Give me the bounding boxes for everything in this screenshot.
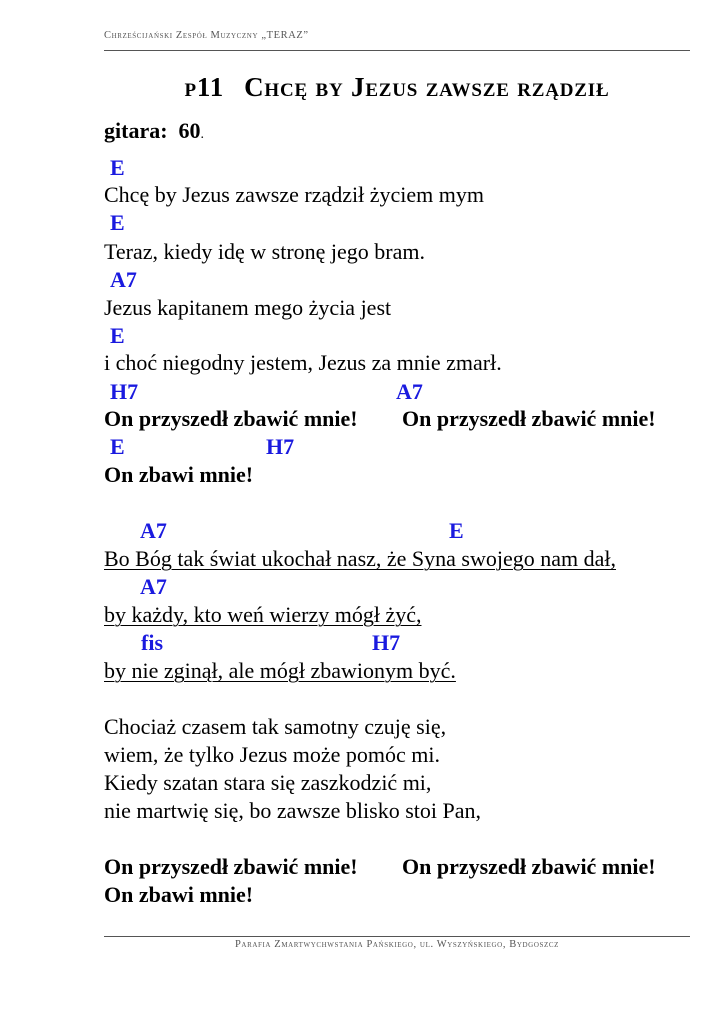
lyric-verse1-line1: Chcę by Jezus zawsze rządził życiem mym: [104, 182, 484, 207]
lyric-chorus2-line1: [104, 854, 656, 879]
lyric-chorus2-line2: On zbawi mnie!: [104, 882, 254, 907]
lyric-chorus2-line1a: On przyszedł zbawić mnie!: [104, 854, 358, 879]
lyric-verse1-line4: i choć niegodny jestem, Jezus za mnie zmarł.: [104, 350, 502, 375]
lyric-chorus1-line2: On zbawi mnie!: [104, 462, 254, 487]
lyric-chorus1-line1: [104, 406, 656, 431]
chord-verse1-line3: A7: [110, 267, 137, 292]
lyric-bridge-line1: Bo Bóg tak świat ukochał nasz, że Syna swojego nam dał,: [104, 546, 617, 571]
lyric-bridge-line3: by nie zginął, ale mógł zbawionym być.: [104, 658, 456, 683]
header-divider: [104, 50, 690, 51]
chord-chorus1-h7: H7: [110, 379, 139, 404]
guitar-tempo: [104, 118, 204, 144]
chord-chorus1-h7-2: H7: [266, 434, 295, 459]
chord-bridge-a7-2: A7: [140, 574, 167, 599]
lyric-verse2-line3: Kiedy szatan stara się zaszkodzić mi,: [104, 770, 432, 795]
footer-divider: [104, 936, 690, 937]
chord-verse1-line4: E: [110, 323, 125, 348]
guitar-value: 60: [178, 118, 201, 143]
chord-bridge-e: E: [449, 518, 464, 543]
lyric-chorus2-line1b: On przyszedł zbawić mnie!: [402, 854, 656, 879]
guitar-dot: .: [200, 127, 205, 142]
chord-verse1-line2: E: [110, 210, 125, 235]
page-header: Chrześcijański Zespół Muzyczny „TERAZ”: [104, 30, 309, 41]
page-footer: Parafia Zmartwychwstania Pańskiego, ul. Wyszyńskiego, Bydgoszcz: [234, 939, 560, 950]
chord-bridge-a7: A7: [140, 518, 167, 543]
lyric-chorus1-line1a: On przyszedł zbawić mnie!: [104, 406, 358, 431]
lyric-verse1-line3: Jezus kapitanem mego życia jest: [104, 295, 392, 320]
song-number: p11: [184, 72, 225, 102]
chord-chorus1-a7: A7: [396, 379, 423, 404]
chord-verse1-line1: E: [110, 155, 125, 180]
lyric-verse2-line1: Chociaż czasem tak samotny czuję się,: [104, 714, 447, 739]
song-title: [104, 72, 690, 103]
chord-chorus1-e: E: [110, 434, 125, 459]
lyric-verse2-line2: wiem, że tylko Jezus może pomóc mi.: [104, 742, 441, 767]
lyric-verse2-line4: nie martwię się, bo zawsze blisko stoi Pan,: [104, 798, 481, 823]
chord-bridge-h7: H7: [372, 630, 401, 655]
chord-bridge-fis: fis: [141, 630, 163, 655]
lyric-verse1-line2: Teraz, kiedy idę w stronę jego bram.: [104, 239, 426, 264]
guitar-label: gitara:: [104, 118, 168, 143]
lyric-chorus1-line1b: On przyszedł zbawić mnie!: [402, 406, 656, 431]
song-title-text: Chcę by Jezus zawsze rządził: [244, 72, 610, 102]
lyric-bridge-line2: by każdy, kto weń wierzy mógł żyć,: [104, 602, 422, 627]
